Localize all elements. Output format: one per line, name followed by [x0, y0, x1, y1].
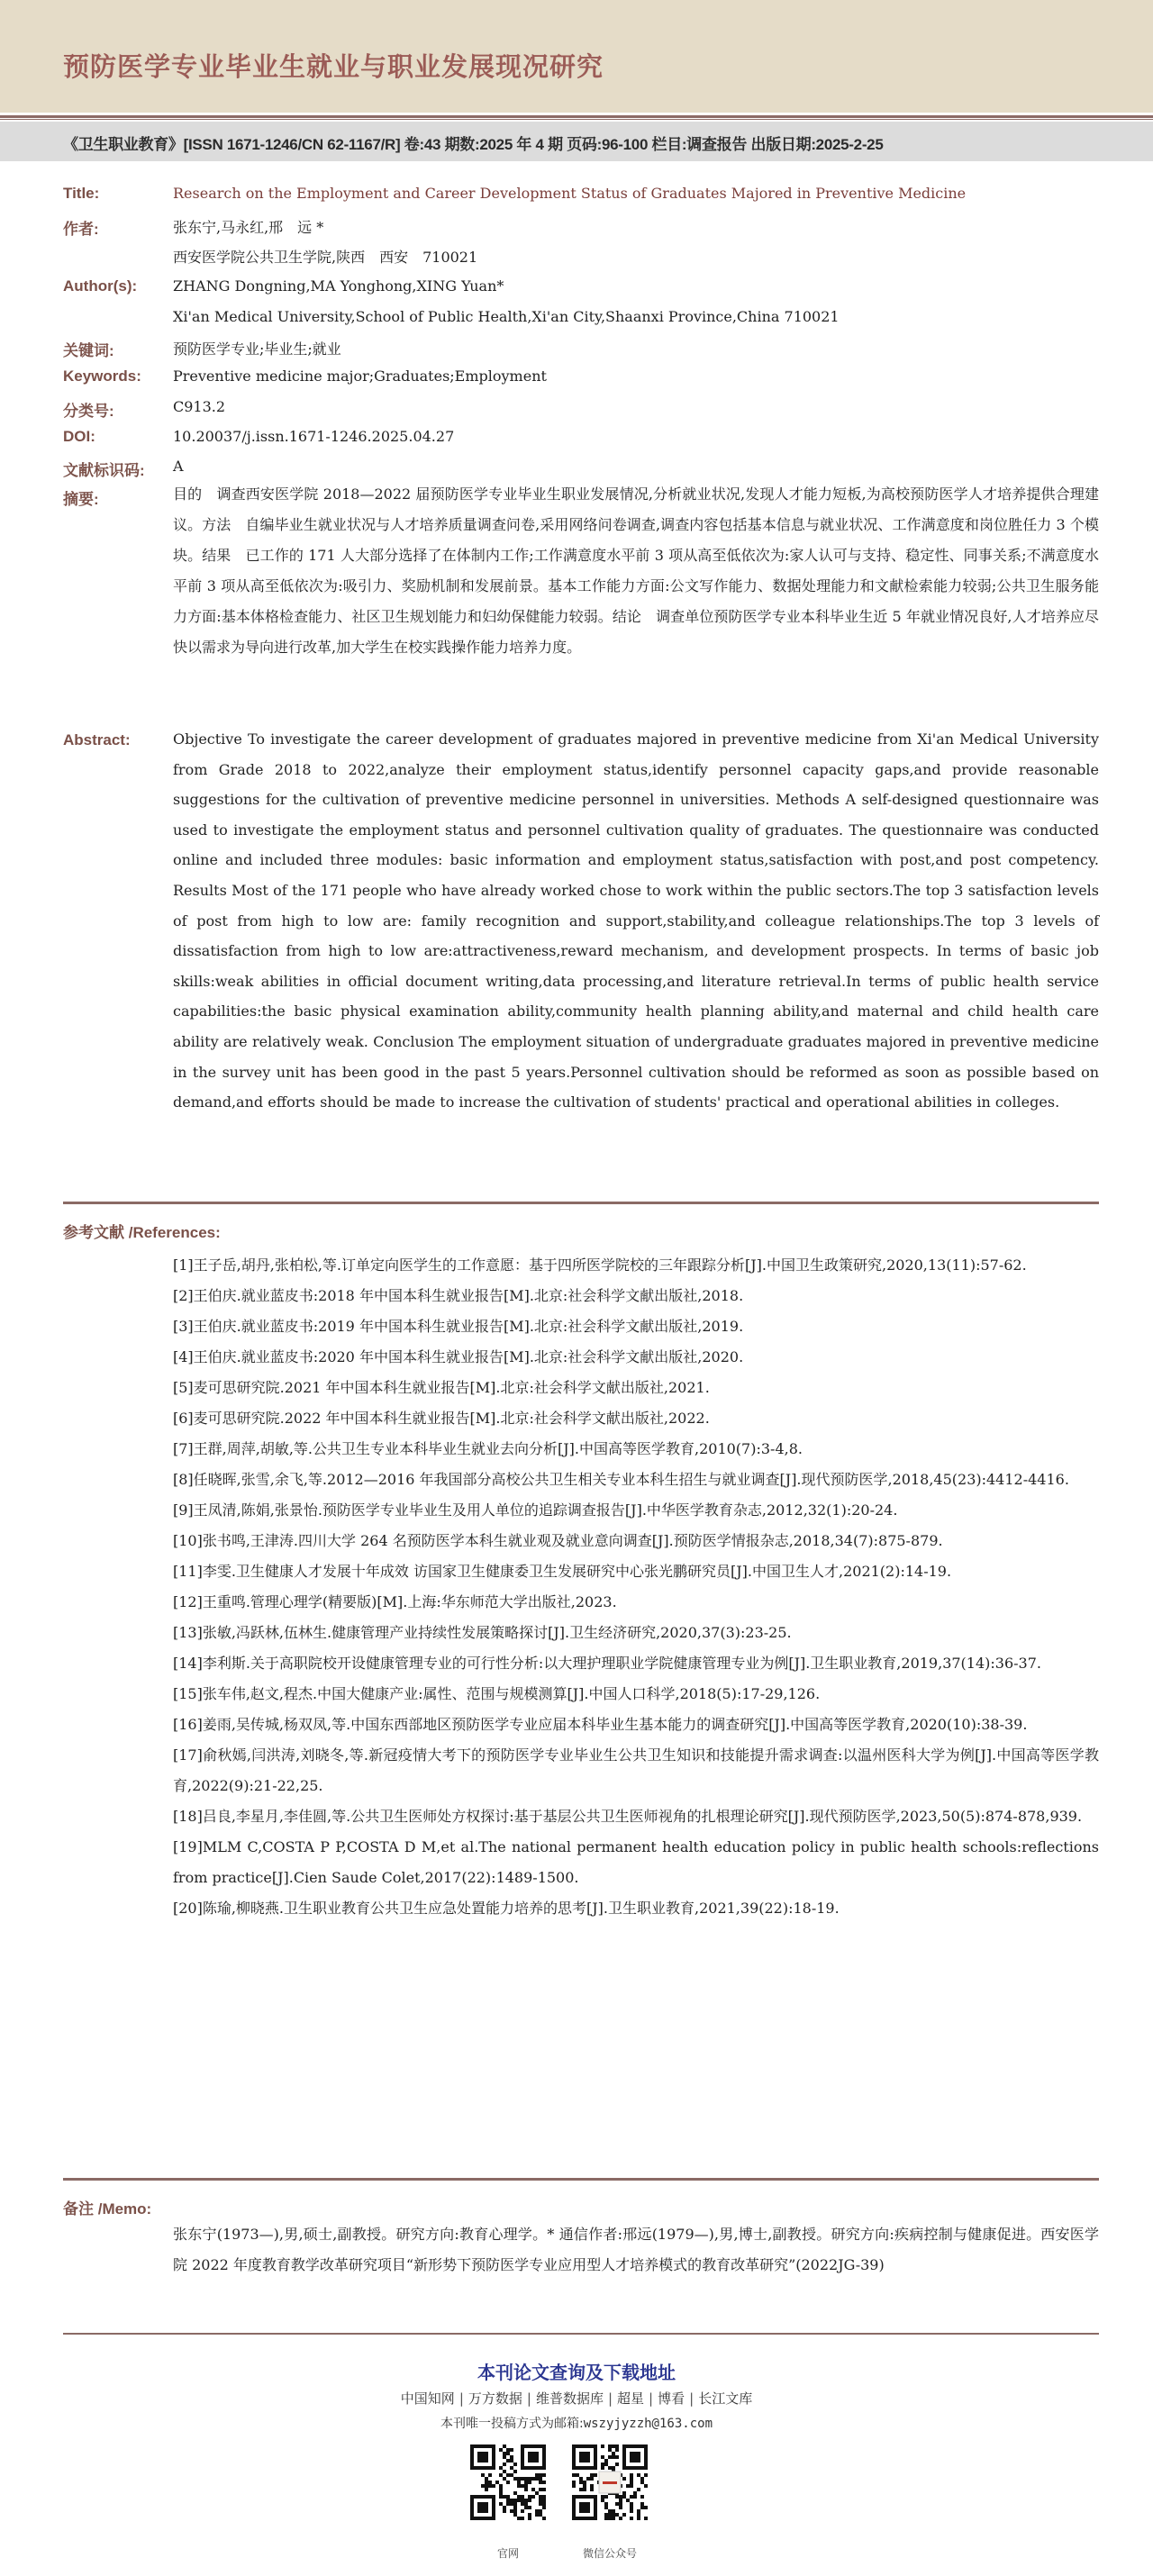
doi-value[interactable]: 10.20037/j.issn.1671-1246.2025.04.27: [173, 428, 455, 445]
title-label: Title:: [63, 185, 100, 202]
doc-id-label: 文献标识码:: [63, 462, 145, 479]
qr-official-site[interactable]: [470, 2443, 546, 2542]
article-title-cn: 预防医学专业毕业生就业与职业发展现况研究: [63, 51, 604, 82]
section-divider: [63, 2178, 1099, 2181]
title-value: Research on the Employment and Career Development Status of Graduates Majored in Preventive Medicine: [173, 185, 967, 202]
reference-item: [13]张敏,冯跃林,伍林生.健康管理产业持续性发展策略探讨[J].卫生经济研究,2020,37(3):23-25.: [173, 1624, 792, 1641]
reference-item: [9]王凤清,陈娟,张景怡.预防医学专业毕业生及用人单位的追踪调查报告[J].中华医学教育杂志,2012,32(1):20-24.: [173, 1501, 898, 1519]
link-separator: |: [526, 2390, 531, 2407]
classification-value: C913.2: [173, 398, 226, 415]
database-link[interactable]: 维普数据库: [535, 2390, 604, 2407]
authors-en-label: Author(s):: [63, 277, 138, 295]
qr-code-icon: [470, 2443, 546, 2542]
reference-item: [12]王重鸣.管理心理学(精要版)[M].上海:华东师范大学出版社,2023.: [173, 1593, 617, 1610]
link-separator: |: [689, 2390, 695, 2407]
abstract-cn-label: 摘要:: [63, 491, 99, 508]
database-link[interactable]: 万方数据: [468, 2390, 522, 2407]
submission-email-line: [0, 2414, 1153, 2432]
database-links: [0, 2389, 1153, 2408]
affiliation-en: Xi'an Medical University,School of Public Health,Xi'an City,Shaanxi Province,China 710021: [173, 308, 840, 325]
abstract-en-label: Abstract:: [63, 731, 131, 748]
section-divider: [63, 1202, 1099, 1204]
reference-item: [15]张车伟,赵文,程杰.中国大健康产业:属性、范围与规模测算[J].中国人口科学,2018(5):17-29,126.: [173, 1685, 821, 1702]
classification-label: 分类号:: [63, 403, 114, 420]
submission-email[interactable]: wszyjyzzh@163.com: [583, 2417, 713, 2431]
citation-line: 《卫生职业教育》[ISSN 1671-1246/CN 62-1167/R] 卷:43 期数:2025 年 4 期 页码:96-100 栏目:调查报告 出版日期:2025-2-25: [63, 136, 884, 153]
authors-en-value: ZHANG Dongning,MA Yonghong,XING Yuan*: [173, 277, 504, 295]
reference-item: [5]麦可思研究院.2021 年中国本科生就业报告[M].北京:社会科学文献出版社,2021.: [173, 1379, 710, 1396]
reference-item: [18]吕良,李星月,李佳圆,等.公共卫生医师处方权探讨:基于基层公共卫生医师视角的扎根理论研究[J].现代预防医学,2023,50(5):874-878,939.: [173, 1808, 1083, 1825]
keywords-en-label: Keywords:: [63, 367, 141, 385]
doi-label: DOI:: [63, 428, 95, 445]
memo-text: 张东宁(1973—),男,硕士,副教授。研究方向:教育心理学。* 通信作者:邢远(1979—),男,博士,副教授。研究方向:疾病控制与健康促进。西安医学院 2022 年度教育教学改革研究项目“新形势下预防医学专业应用型人才培养模式的教育改革研究”(2022JG-39): [173, 2226, 1099, 2273]
reference-item: [11]李雯.卫生健康人才发展十年成效 访国家卫生健康委卫生发展研究中心张光鹏研究员[J].中国卫生人才,2021(2):14-19.: [173, 1563, 952, 1580]
abstract-cn-text: 目的 调查西安医学院 2018—2022 届预防医学专业毕业生职业发展情况,分析就业状况,发现人才能力短板,为高校预防医学人才培养提供合理建议。方法 自编毕业生就业状况与人才培养质量调查问卷,采用网络问卷调查,调查内容包括基本信息与就业状况、工作满意度和岗位胜任力 3 个模块。结果 已工作的 171 人大部分选择了在体制内工作;工作满意度水平前 3 项从高至低依次为:家人认可与支持、稳定性、同事关系;不满意度水平前 3 项从高至低依次为:吸引力、奖励机制和发展前景。基本工作能力方面:公文写作能力、数据处理能力和文献检索能力较弱;公共卫生服务能力方面:基本体格检查能力、社区卫生规划能力和妇幼保健能力较弱。结论 调查单位预防医学专业本科毕业生近 5 年就业情况良好,人才培养应尽快以需求为导向进行改革,加大学生在校实践操作能力培养力度。: [173, 485, 1099, 656]
abstract-en-text: Objective To investigate the career development of graduates majored in preventive medicine from Xi'an Medical University from Grade 2018 to 2022,analyze their employment status,identify personnel capacity gaps,and provide reasonable suggestions for the cultivation of preventive medicine personnel in universities. Methods A self-designed questionnaire was used to investigate the employment status and personnel cultivation quality of graduates. The questionnaire was conducted online and included three modules: basic information and employment status,satisfaction with post,and post competency. Results Most of the 171 people who have already worked chose to work within the public sectors.The top 3 satisfaction levels of post from high to low are: family recognition and support,stability,and colleague relationships.The top 3 levels of dissatisfaction from high to low are:attractiveness,reward mechanism, and development prospects. In terms of basic job skills:weak abilities in official document writing,data processing,and literature retrieval.In terms of public health service capabilities:the basic physical examination ability,community health planning ability,and maternal and child health care ability are relatively weak. Conclusion The employment situation of undergraduate graduates majored in preventive medicine in the survey unit has been good in the past 5 years.Personnel cultivation should be reformed as soon as possible based on demand,and efforts should be made to increase the cultivation of students' practical and operational abilities in colleges.: [173, 730, 1099, 1111]
database-link[interactable]: 博看: [658, 2390, 685, 2407]
reference-item: [6]麦可思研究院.2022 年中国本科生就业报告[M].北京:社会科学文献出版社,2022.: [173, 1410, 710, 1427]
reference-item: [2]王伯庆.就业蓝皮书:2018 年中国本科生就业报告[M].北京:社会科学文献出版社,2018.: [173, 1287, 744, 1304]
qr-caption-wechat: 微信公众号: [582, 2547, 637, 2560]
reference-item: [14]李利斯.关于高职院校开设健康管理专业的可行性分析:以大理护理职业学院健康管理专业为例[J].卫生职业教育,2019,37(14):36-37.: [173, 1655, 1042, 1672]
email-prefix: 本刊唯一投稿方式为邮箱:: [440, 2417, 584, 2431]
reference-item: [16]姜雨,吴传城,杨双凤,等.中国东西部地区预防医学专业应届本科毕业生基本能力的调查研究[J].中国高等医学教育,2020(10):38-39.: [173, 1716, 1028, 1733]
qr-caption-official-site: 官网: [496, 2547, 519, 2560]
authors-label: 作者:: [63, 221, 99, 238]
authors-value: 张东宁,马永红,邢 远 *: [173, 219, 324, 236]
reference-list: [173, 1250, 1099, 1924]
doc-id-value: A: [173, 458, 184, 475]
reference-item: [10]张书鸣,王津涛.四川大学 264 名预防医学本科生就业观及就业意向调查[J].预防医学情报杂志,2018,34(7):875-879.: [173, 1532, 943, 1549]
footer-divider: [63, 2333, 1099, 2335]
references-label: 参考文献 /References:: [63, 1224, 221, 1241]
link-separator: |: [607, 2390, 613, 2407]
header-divider: [0, 115, 1153, 120]
memo-label: 备注 /Memo:: [63, 2200, 152, 2218]
reference-item: [1]王子岳,胡丹,张柏松,等.订单定向医学生的工作意愿：基于四所医学院校的三年跟踪分析[J].中国卫生政策研究,2020,13(11):57-62.: [173, 1256, 1027, 1274]
qr-code-icon: [572, 2443, 648, 2542]
reference-item: [7]王群,周萍,胡敏,等.公共卫生专业本科毕业生就业去向分析[J].中国高等医学教育,2010(7):3-4,8.: [173, 1440, 803, 1457]
reference-item: [3]王伯庆.就业蓝皮书:2019 年中国本科生就业报告[M].北京:社会科学文献出版社,2019.: [173, 1318, 744, 1335]
keywords-cn-label: 关键词:: [63, 342, 114, 359]
reference-item: [8]任晓晖,张雪,余飞,等.2012—2016 年我国部分高校公共卫生相关专业本科生招生与就业调查[J].现代预防医学,2018,45(23):4412-4416.: [173, 1471, 1069, 1488]
reference-item: [20]陈瑜,柳晓燕.卫生职业教育公共卫生应急处置能力培养的思考[J].卫生职业教育,2021,39(22):18-19.: [173, 1900, 840, 1917]
keywords-en-value: Preventive medicine major;Graduates;Employment: [173, 367, 547, 385]
reference-item: [4]王伯庆.就业蓝皮书:2020 年中国本科生就业报告[M].北京:社会科学文献出版社,2020.: [173, 1348, 744, 1365]
database-link[interactable]: 超星: [617, 2390, 645, 2407]
database-link[interactable]: 长江文库: [698, 2390, 753, 2407]
link-separator: |: [649, 2390, 654, 2407]
reference-item: [17]俞秋嫣,闫洪涛,刘晓冬,等.新冠疫情大考下的预防医学专业毕业生公共卫生知识和技能提升需求调查:以温州医科大学为例[J].中国高等医学教育,2022(9):21-22,25.: [173, 1746, 1099, 1794]
footer-heading: 本刊论文查询及下载地址: [477, 2362, 676, 2383]
header-band: [0, 0, 1153, 113]
qr-wechat[interactable]: [572, 2443, 648, 2542]
keywords-cn-value: 预防医学专业;毕业生;就业: [173, 340, 341, 358]
database-link[interactable]: 中国知网: [400, 2390, 455, 2407]
affiliation-cn: 西安医学院公共卫生学院,陕西 西安 710021: [173, 249, 478, 266]
reference-item: [19]MLM C,COSTA P P,COSTA D M,et al.The national permanent health education policy in public health schools:reflections from practice[J].Cien Saude Colet,2017(22):1489-1500.: [173, 1838, 1099, 1886]
link-separator: |: [458, 2390, 464, 2407]
